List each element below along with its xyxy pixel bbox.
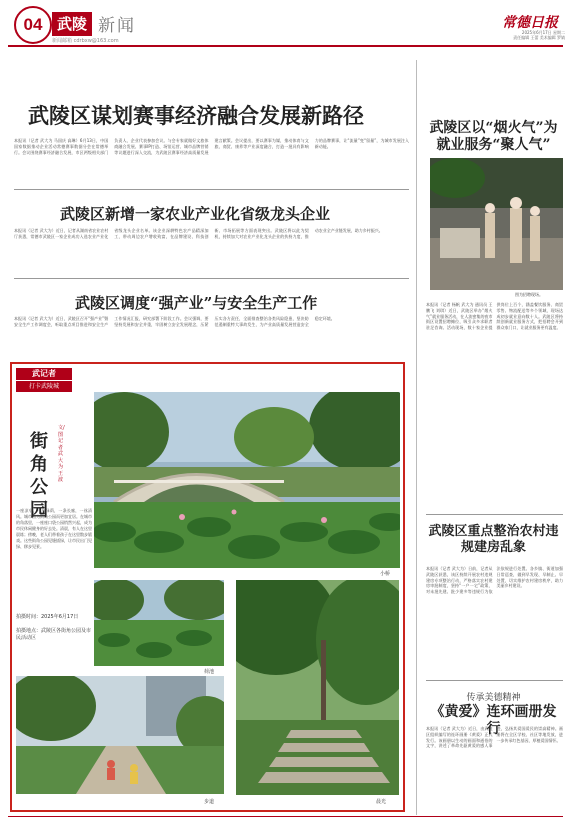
column-divider	[416, 60, 417, 815]
side-kicker-3: 传承美德精神	[466, 693, 521, 703]
article-3-text: 本报讯（记者 武大为）近日，武陵区召开“强产业”暨安全生产工作调度会，听取重点项目推进和安全生产工作情况汇报，研究部署下阶段工作。会议强调，要坚持发展和安全并重，牢固树立安全发展理念，压紧压实各方责任，全面排查整治各类风险隐患，坚决防范遏制重特大事故发生，为产业高质量发展营造安全稳定环境。	[14, 316, 335, 327]
page-number: 04	[23, 15, 43, 34]
stairs-photo	[236, 580, 399, 795]
photo-place: 拍摄地点：武陵区各街角公园及市民活动区	[16, 628, 92, 641]
column-badge	[16, 368, 72, 396]
divider	[14, 278, 409, 279]
article-1-text: 本报讯（记者 武大为 马国庆 高琳）6月13日，中国国家数据推动企业活动常德赛事数据分会在常德举行。会议围绕赛事经济融合发展，市区两级相关部门负责人、企业代表参加会议。与会专家就做好文旅体商融合发展、赛事IP打造、场馆运营、城市品牌营销等议题进行深入交流，为武陵区赛事经济高质量发展建言献策。会议提出，要以赛事为媒，推动体育与文旅、商贸、康养等产业深度融合，打造一批具有影响力的品牌赛事，让“流量”变“留量”，为城市发展注入新动能。	[14, 138, 409, 155]
section-subtitle: 新闻	[98, 16, 136, 36]
newspaper-brand: 常德日报	[502, 15, 558, 31]
editor-line: 责任编辑 王蕾 美术编辑 罗婧	[513, 35, 565, 40]
caption-path: 步道	[204, 799, 215, 805]
page-number-badge	[14, 6, 52, 44]
pond-photo	[94, 580, 224, 666]
feature-author: 文/图 记者 武大为 王波	[58, 425, 65, 483]
side-headline-1: 武陵区以“烟火气”为就业服务“聚人气”	[429, 120, 558, 153]
job-fair-photo	[430, 158, 563, 290]
headline-2: 武陵区新增一家农业产业化省级龙头企业	[60, 205, 331, 223]
pond-illustration	[94, 580, 224, 666]
side-headline-2: 武陵区重点整治农村违规建房乱象	[428, 524, 559, 555]
job-fair-illustration	[430, 158, 563, 290]
stairs-illustration	[236, 580, 399, 795]
email-line: 新闻邮箱 cdrbxw@163.com	[52, 38, 119, 44]
badge-bottom: 打卡武陵城	[16, 381, 72, 392]
side-photo-caption: 图为招聘现场。	[515, 292, 543, 297]
divider	[426, 514, 563, 515]
path-illustration	[16, 676, 224, 794]
side-article-2-text: 本报讯（记者 武大为）日前，记者从武陵区获悉，该区持续开展农村违规建房专项整治行动，严格落实农村建房审批制度，坚持“一户一宅”政策，对未批先建、批少建多等违规行为依法依规进行处置。各乡镇、街道加强日常巡查，做到早发现、早制止、早处置，切实维护农村建房秩序，助力美丽乡村建设。	[426, 566, 563, 595]
caption-pond: 荷池	[204, 669, 215, 675]
side-article-3-text: 本报讯（记者 武大为）近日，由武陵区组织编写的连环画册《黄爱》正式发行。该画册以生动的画面和通俗的文字，讲述了革命先驱黄爱的感人事迹，弘扬其爱国爱民的崇高精神。画册将在全区学校、社区等地发放，进一步传承红色基因，厚植爱国情怀。	[426, 726, 563, 749]
side-headline-3: 《黄爱》连环画册发行	[430, 704, 557, 737]
path-photo	[16, 676, 224, 794]
divider	[426, 680, 563, 681]
feature-text: 一座凉亭，一片绿荫，一条长廊，一丝清风。城市因为街角公园而更加宜居。在城市的角落里，一座座口袋公园悄然兴起，成为市民休闲健身的好去处。清晨，有人在这里晨练；傍晚，老人们带着孩子在这里散步嬉戏。这些街角公园见缝插绿，让市民出门见绿、移步见景。	[16, 508, 92, 549]
article-2-text: 本报讯（记者 武大为）近日，记者从湖南省农业农村厅获悉，常德市武陵区一家企业成功入选农业产业化省级龙头企业名单。该企业深耕特色农产品精深加工，带动周边农户增收致富，在品牌建设、科技创新、市场拓展等方面表现突出。武陵区将以此为契机，持续加大对农业产业化龙头企业的扶持力度，推动农业全产业链发展，助力乡村振兴。	[14, 228, 383, 239]
feature-title: 街角公园	[30, 431, 48, 521]
caption-stairs: 晨光	[376, 799, 387, 805]
photo-date: 拍摄时间：2025年6月17日	[16, 614, 79, 620]
badge-top: 武记者	[16, 368, 72, 380]
issue-date: 2025年6月17日 星期二	[521, 30, 565, 35]
headline-1: 武陵区谋划赛事经济融合发展新路径	[28, 103, 364, 128]
bridge-illustration	[94, 392, 400, 568]
bridge-photo	[94, 392, 400, 568]
headline-3: 武陵区调度“强产业”与安全生产工作	[75, 294, 318, 312]
section-name: 武陵	[52, 12, 92, 36]
header-rule	[8, 45, 563, 47]
issue-meta	[470, 30, 565, 40]
divider	[14, 189, 409, 190]
caption-bridge: 小桥	[380, 571, 391, 577]
side-article-1-text: 本报讯（记者 杨帆 武大为 通讯员 王鹏飞 刘琪）近日，武陵区举办“烟火气”就业服务活动，在人流密集的夜市街区设置招聘摊位，吸引众多求职者驻足咨询。活动现场，数十家企业提供岗位上百个，涵盖餐饮服务、商贸零售、物流配送等多个领域，现场达成初步就业意向数十人。武陵区将持续创新就业服务方式，把招聘会开到群众家门口，让就业服务更有温度。	[426, 302, 563, 331]
footer-rule	[8, 816, 563, 817]
